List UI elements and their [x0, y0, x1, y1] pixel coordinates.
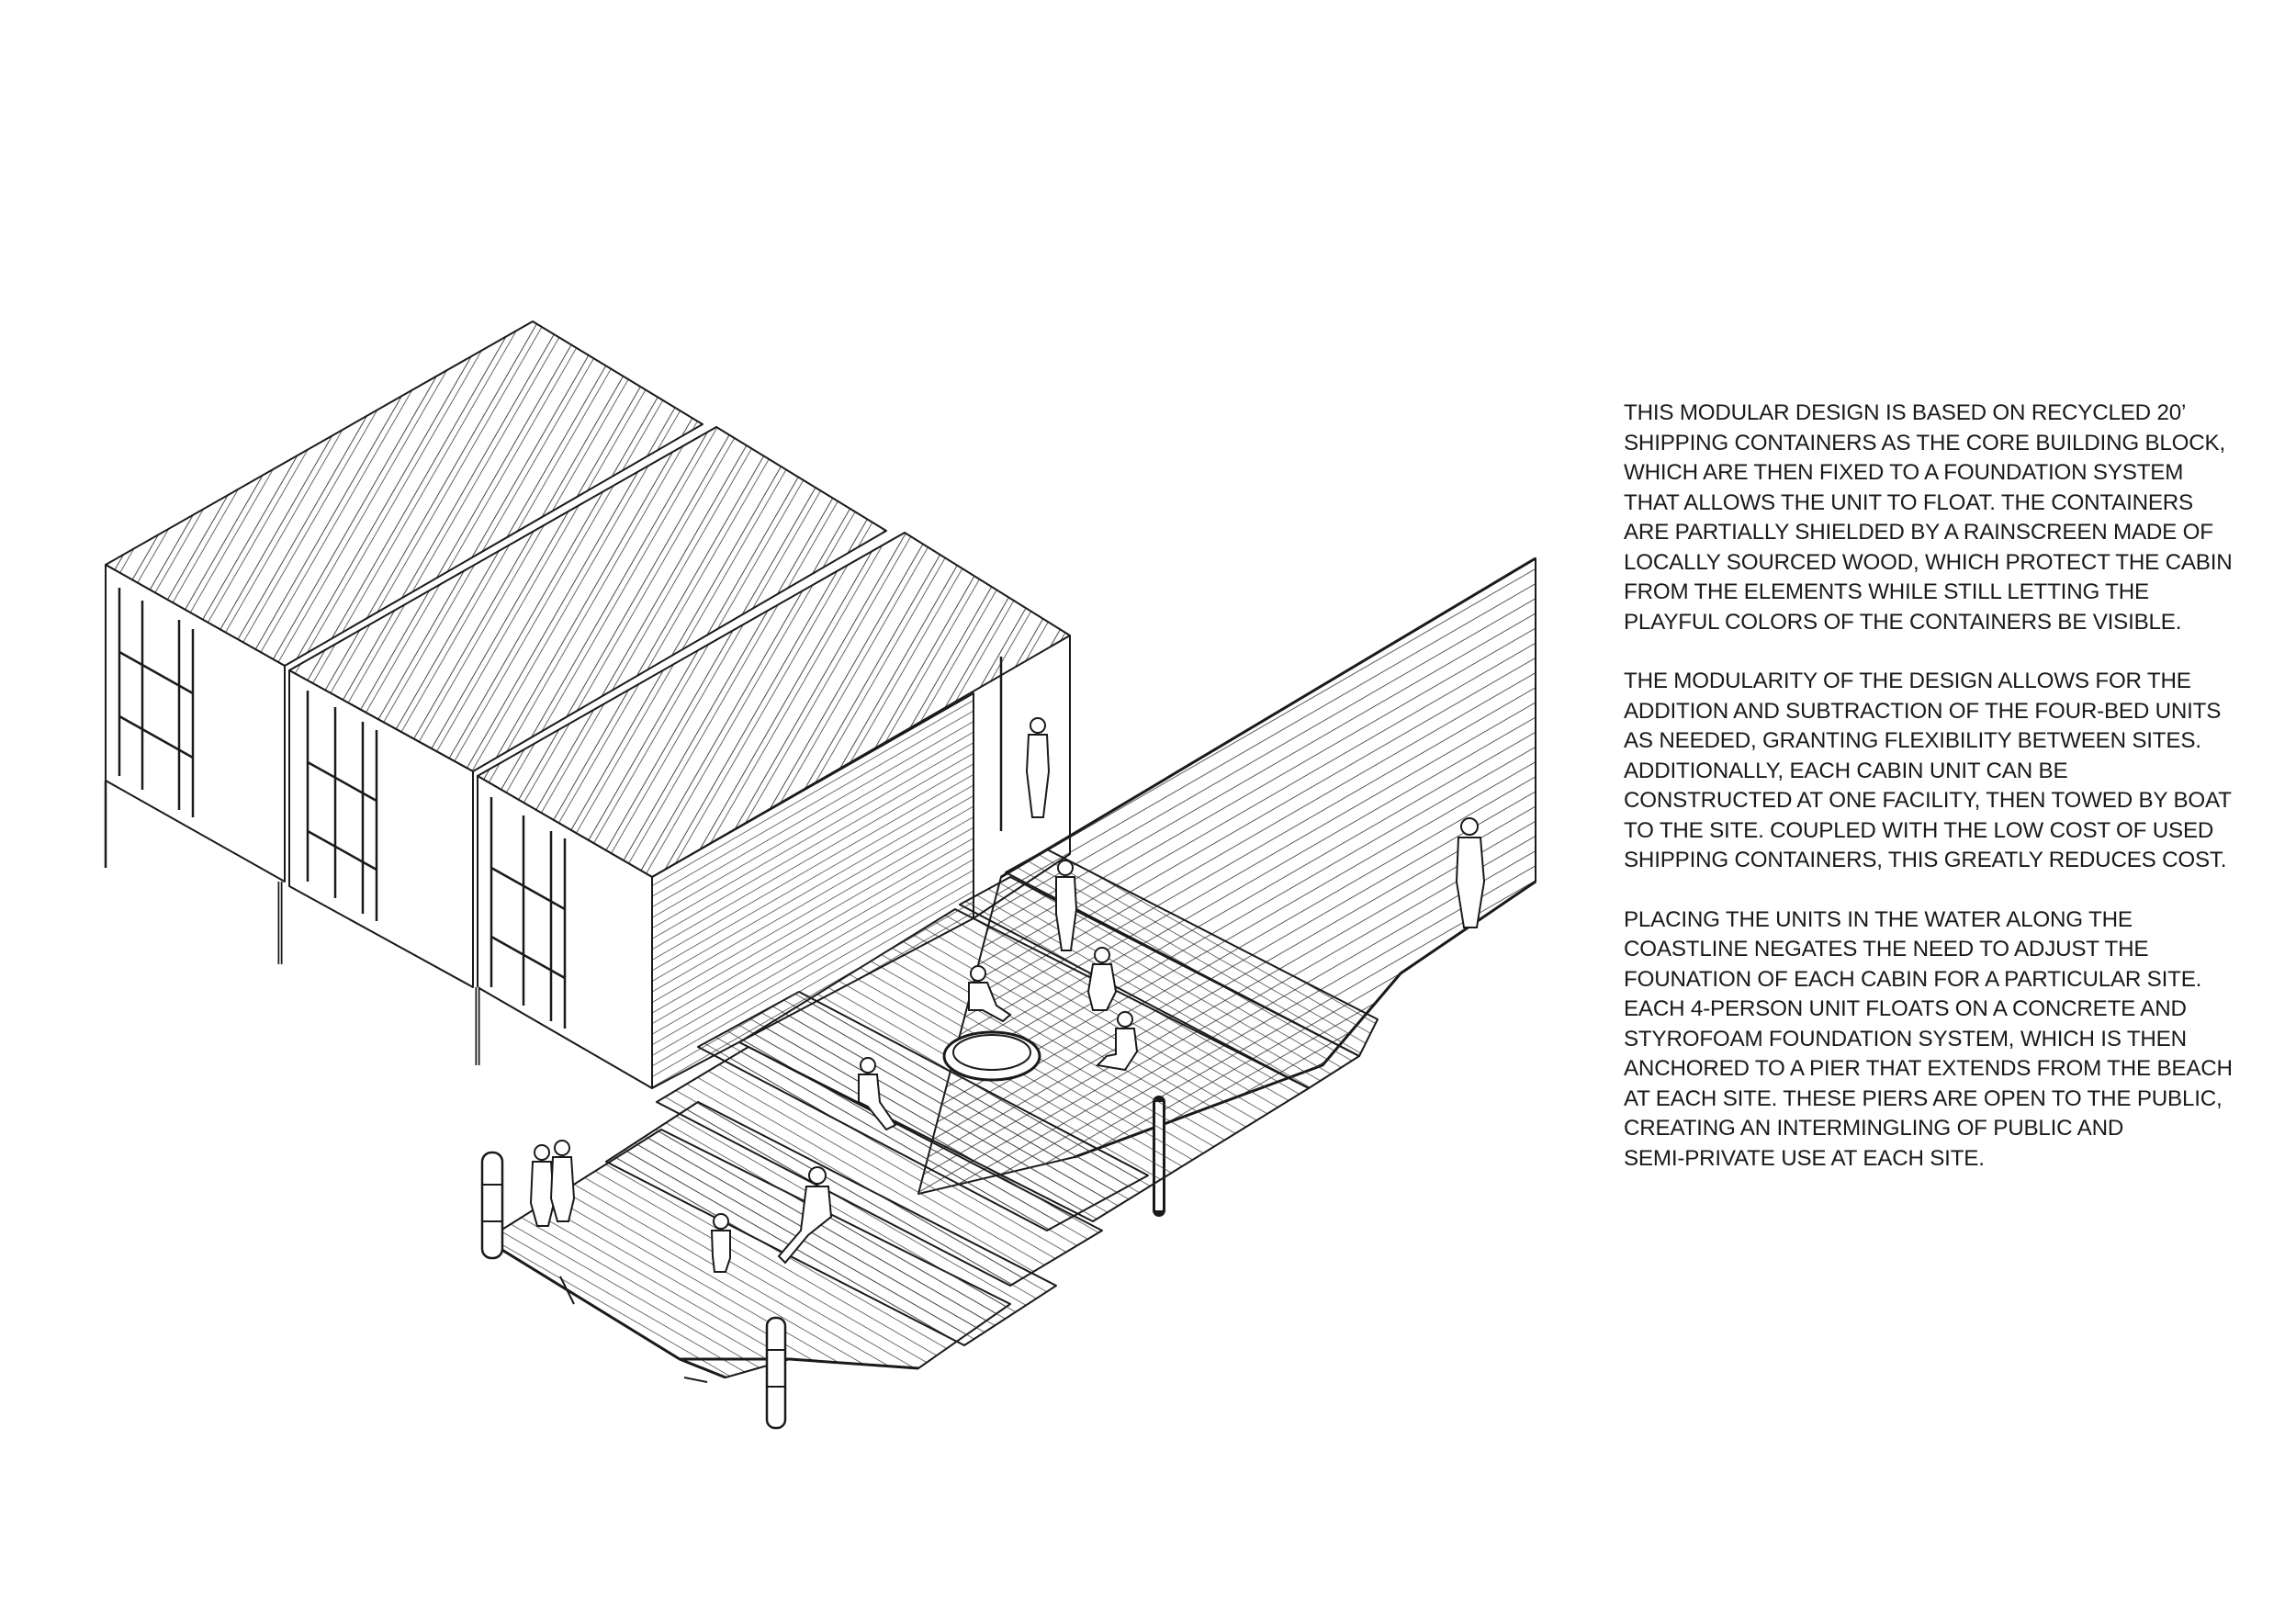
description-paragraph: PLACING THE UNITS IN THE WATER ALONG THE COASTLINE NEGATES THE NEED TO ADJUST THE FOUNATION OF EACH CABIN FOR A PARTICULAR SITE. EACH 4-PERSON UNIT FLOATS ON A CONCRETE AND STYROFOAM FOUNDATION SYSTEM, WHICH IS THEN ANCHORED TO A PIER THAT EXTENDS FROM THE BEACH AT EACH SITE. THESE PIERS ARE OPEN TO THE PUBLIC, CREATING AN INTERMINGLING OF PUBLIC AND SEMI-PRIVATE USE AT EACH SITE.	[1624, 906, 2233, 1171]
mooring-bollard	[482, 1152, 502, 1258]
person-figure	[531, 1145, 554, 1226]
description-paragraph: THIS MODULAR DESIGN IS BASED ON RECYCLED 20’ SHIPPING CONTAINERS AS THE CORE BUILDING BLOCK, WHICH ARE THEN FIXED TO A FOUNDATION SYSTEM THAT ALLOWS THE UNIT TO FLOAT. THE CONTAINERS ARE PARTIALLY SHIELDED BY A RAINSCREEN MADE OF LOCALLY SOURCED WOOD, WHICH PROTECT THE CABIN FROM THE ELEMENTS WHILE STILL LETTING THE PLAYFUL COLORS OF THE CONTAINERS BE VISIBLE.	[1624, 400, 2233, 635]
person-figure	[1027, 718, 1049, 817]
mooring-bollard	[767, 1318, 785, 1428]
person-figure	[712, 1214, 730, 1272]
description-text	[1624, 399, 2267, 1203]
description-paragraph: THE MODULARITY OF THE DESIGN ALLOWS FOR THE ADDITION AND SUBTRACTION OF THE FOUR-BED UNITS AS NEEDED, GRANTING FLEXIBILITY BETWEEN SITES. ADDITIONALLY, EACH CABIN UNIT CAN BE CONSTRUCTED AT ONE FACILITY, THEN TOWED BY BOAT TO THE SITE. COUPLED WITH THE LOW COST OF USED SHIPPING CONTAINERS, THIS GREATLY REDUCES COST.	[1624, 669, 2232, 872]
person-figure	[551, 1141, 574, 1221]
